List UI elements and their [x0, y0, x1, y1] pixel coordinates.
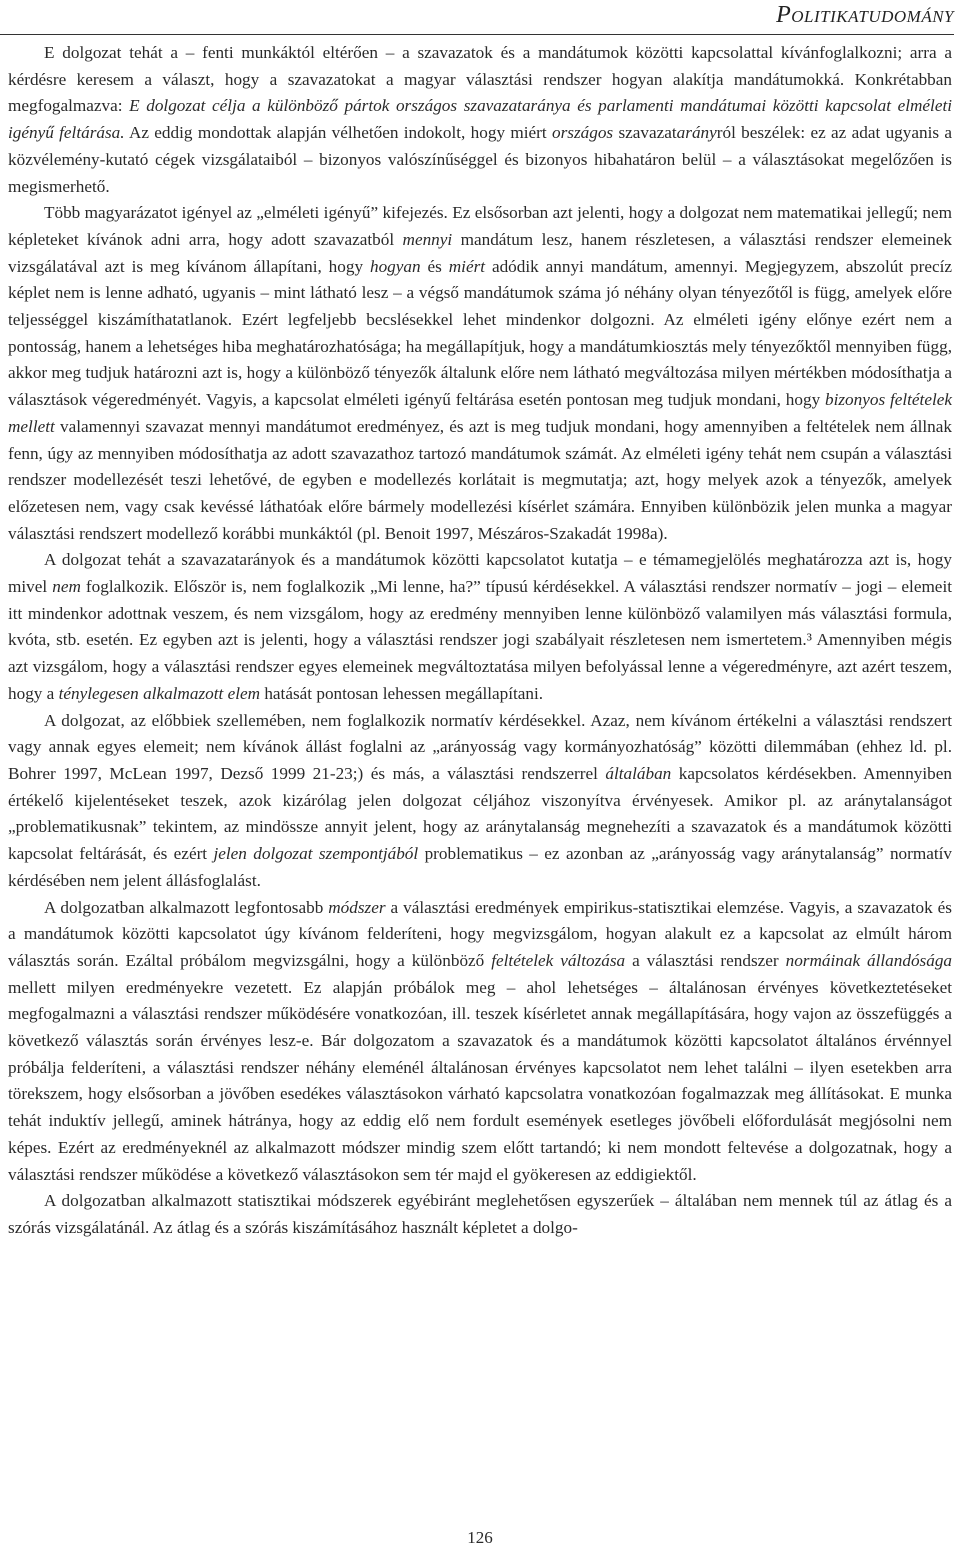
- text-run: és: [420, 256, 449, 276]
- article-body: [8, 40, 952, 1242]
- text-run: Az eddig mondottak alapján vélhetően indokolt, hogy miért: [124, 123, 552, 143]
- text-run: A dolgozat, az előbbiek szellemében, nem foglalkozik normatív kérdésekkel. Azaz, nem kívánom értékelni a választási rendszert vagy annak egyes elemeit; nem kívánok állást foglalni az „arányosság vagy kormányozhatóság” közötti dilemmában (ehhez ld. pl. Bohrer 1997, McLean 1997, Dezső 1999 21-23;) és más, a választási rendszerrel: [8, 710, 952, 783]
- italic-emphasis: normáinak állandósága: [785, 950, 953, 970]
- italic-emphasis: bizonyos feltételek mellett: [8, 390, 952, 436]
- text-run: ról beszélek: ez az adat ugyanis a közvélemény-kutató cégek vizsgálataiból – bizonyos valószínűséggel és bizonyos hibahatáron belül – a választásokat megelőzően is megismerhető.: [8, 123, 952, 196]
- paragraph: [8, 40, 952, 200]
- paragraph: [8, 895, 952, 1189]
- paragraph: [8, 200, 952, 547]
- italic-emphasis: nem: [52, 577, 81, 597]
- italic-emphasis: általában: [605, 763, 672, 783]
- text-run: A dolgozat tehát a szavazatarányok és a mandátumok közötti kapcsolatot kutatja – e témamegjelölés meghatározza azt is, hogy mivel: [8, 550, 952, 597]
- text-run: A dolgozatban alkalmazott legfontosabb: [44, 897, 329, 917]
- italic-emphasis: feltételek változása: [491, 950, 626, 970]
- paragraph: [8, 547, 952, 707]
- text-run: adódik annyi mandátum, amennyi. Megjegyzem, abszolút precíz képlet nem is lenne adható, ugyanis – mint látható lesz – a végső mandátumok száma jó néhány olyan tényezőtől is függ, amelyek előre teljességgel kiszámíthatatlanok. Ezért legfeljebb becslésekkel lehet mindenkor dolgozni. Az elméleti igény előnye ezért nem a pontosság, hanem a lehetséges hiba meghatározhatósága; ha megállapítjuk, hogy a mandátumkiosztás mely tényezőktől mennyiben függ, akkor meg tudjuk határozni azt is, hogy a különböző tényezők általunk előre nem látható megváltozása milyen mértékben módosíthatja a választások végeredményét. Vagyis, a kapcsolat elméleti igényű feltárása esetén pontosan meg tudjuk mondani, hogy: [8, 256, 952, 410]
- italic-emphasis: hogyan: [369, 256, 421, 276]
- text-run: a választási eredmények empirikus-statisztikai elemzése. Vagyis, a szavazatok és a mandátumok közötti kapcsolatot úgy kívánom felderíteni, hogy megvizsgálom, hogyan alakult ez a kapcsolat az elmúlt három választás során. Ezáltal próbálom megvizsgálni, hogy a különböző: [8, 897, 952, 970]
- running-header: [0, 0, 954, 35]
- text-run: hatását pontosan lehessen megállapítani.: [260, 683, 544, 703]
- text-run: szavazat: [613, 123, 677, 143]
- italic-emphasis: jelen dolgozat szempontjából: [213, 844, 419, 864]
- italic-emphasis: E dolgozat célja a különböző pártok országos szavazataránya és parlamenti mandátumai közötti kapcsolat elméleti igényű feltárása.: [8, 96, 953, 143]
- italic-emphasis: mennyi: [402, 229, 453, 249]
- paragraph: [8, 1188, 952, 1241]
- text-run: kapcsolatos kérdésekben. Amennyiben értékelő kijelentéseket teszek, azok kizárólag jelen dolgozat céljához viszonyítva érvényesek. Amikor pl. az aránytalanságot „problematikusnak” tekintem, az mindössze annyit jelent, hogy az aránytalanság megnehezíti a szavazatok és a mandátumok közötti kapcsolat feltárását, és ezért: [8, 763, 952, 864]
- text-run: a választási rendszer: [625, 950, 786, 970]
- text-run: A dolgozatban alkalmazott statisztikai módszerek egyébiránt meglehetősen egyszerűek – általában nem mennek túl az átlag és a szórás vizsgálatánál. Az átlag és a szórás kiszámításához használt képletet a dolgo-: [8, 1191, 952, 1237]
- italic-emphasis: ténylegesen alkalmazott elem: [58, 683, 261, 703]
- text-run: problematikus – ez azonban az „arányosság vagy aránytalanság” normatív kérdésében nem jelent állásfoglalást.: [8, 844, 953, 890]
- text-run: foglalkozik. Először is, nem foglalkozik „Mi lenne, ha?” típusú kérdésekkel. A választási rendszer normatív – jogi – elemeit itt mindenkor adottnak veszem, és nem vizsgálom, hogy az eredmény mennyiben lenne különböző valamilyen más választási formula, kvóta, stb. esetén. Ez egyben azt is jelenti, hogy a választási rendszer jogi szabályait részletesen nem ismertetem.³ Amennyiben mégis azt vizsgálom, hogy a választási rendszer egyes elemeinek megváltoztatása milyen befolyással lenne a végeredményre, azt azért teszem, hogy a: [8, 577, 952, 703]
- text-run: E dolgozat tehát a – fenti munkáktól eltérően – a szavazatok és a mandátumok közötti kapcsolattal kívánfoglalkozni; arra a kérdésre keresem a választ, hogy a szavazatokat a magyar választási rendszer hogyan alakítja mandátumokká. Konkrétabban megfogalmazva:: [8, 43, 952, 116]
- journal-title: Politikatudomány: [776, 2, 954, 28]
- text-run: Több magyarázatot igényel az „elméleti igényű” kifejezés. Ez elsősorban azt jelenti, hogy a dolgozat nem matematikai jellegű; nem képleteket kívánok adni arra, hogy adott szavazatból: [8, 203, 952, 249]
- text-run: mellett milyen eredményekre vezetett. Ez alapján próbálok meg – ahol lehetséges – általánosan érvényes következtetéseket megfogalmazni a választási rendszer működésére vonatkozóan, ill. teszek kísérletet annak megállapítására, hogy vajon az összefüggés a következő választás során érvényes lesz-e. Bár dolgozatom a szavazatok és a mandátumok közötti kapcsolatot általános érvénnyel próbálja felderíteni, a választási rendszer néhány eleménél általánosan érvényes kapcsolatot nem lehet találni – ilyen esetekben arra törekszem, hogy elsősorban a jövőben esedékes választásokon várható kapcsolatra vonatkozóan fogalmazzak meg állításokat. E munka tehát induktív jellegű, aminek hátránya, hogy az eddig elő nem fordult események esetleges jövőbeli előfordulását megjósolni nem képes. Ezért az eredményeknél az alkalmazott módszer mindig szem előtt tartandó; ki nem mondott feltevése a dolgozatnak, hogy a választási rendszer működése a következő választásokon sem tér majd el gyökeresen az eddigiektől.: [8, 977, 952, 1184]
- italic-emphasis: módszer: [328, 897, 386, 917]
- italic-emphasis: országos: [551, 123, 614, 143]
- text-run: mandátum lesz, hanem részletesen, a választási rendszer elemeinek vizsgálatával azt is meg kívánom állapítani, hogy: [8, 229, 953, 276]
- text-run: valamennyi szavazat mennyi mandátumot eredményez, és azt is meg tudjuk mondani, hogy amennyiben a feltételek nem állnak fenn, úgy az mennyiben módosíthatja az adott szavazathoz tartozó mandátumok számát. Az elméleti igény tehát nem csupán a választási rendszer modellezését teszi lehetővé, de egyben e modellezés korlátait is megmutatja; azt, hogy melyek azok a tényezők, amelyek előzetesen nem, vagy csak kevéssé láthatóak előre bármely modellezési kísérlet számára. Ennyiben különbözik jelen munka a magyar választási rendszert modellező korábbi munkáktól (pl. Benoit 1997, Mészáros-Szakadát 1998a).: [8, 416, 952, 543]
- paragraph: [8, 708, 952, 895]
- page-number: 126: [467, 1528, 493, 1547]
- italic-emphasis: arány: [676, 123, 717, 143]
- italic-emphasis: miért: [448, 256, 486, 276]
